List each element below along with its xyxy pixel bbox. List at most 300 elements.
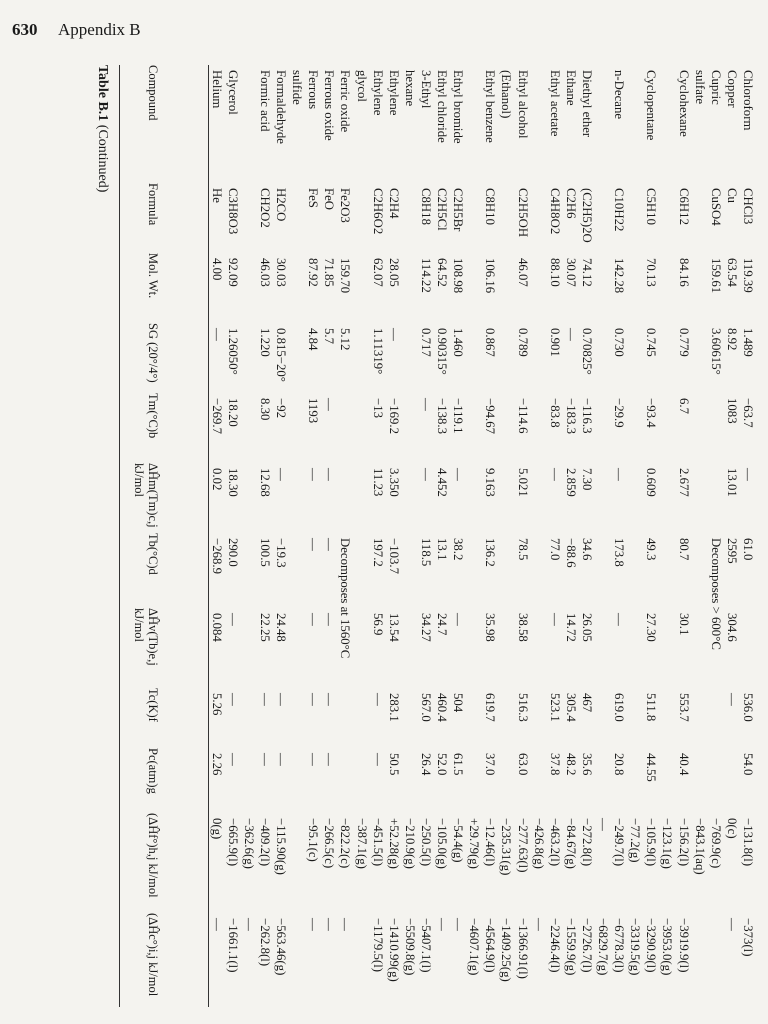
table-cell: — [225,613,240,626]
table-cell: Fe2O3 [338,188,353,223]
table-cell: Helium [209,70,224,109]
table-cell: −210.9(g) [402,818,417,869]
table-cell: +52.28(g) [386,818,401,869]
table-cell: 64.52 [435,258,450,287]
table-cell: — [451,468,466,481]
table-cell: Ethylene [370,70,385,116]
table-cell: 0.867 [483,328,498,357]
table-cell: −4607.1(g) [467,918,482,976]
table-row [612,65,626,1007]
table-cell: 619.0 [612,693,627,722]
table-cell: −2246.4(l) [547,918,562,973]
table-cell: 0(g) [209,818,224,840]
table-cell: — [322,693,337,706]
table-cell: 1.26050° [225,328,240,375]
table-cell: 49.3 [644,538,659,561]
table-cell: C8H10 [483,188,498,225]
table-cell: — [322,538,337,551]
table-cell: 0.90315° [435,328,450,375]
table-cell: 1193 [306,398,321,424]
table-cell: −269.7 [209,398,224,435]
table-cell: Ferrous oxide [322,70,337,141]
table-cell: 52.0 [435,753,450,776]
table-cell: Chloroform [741,70,755,131]
table-cell: C2H5OH [515,188,530,238]
table-cell: — [419,468,433,481]
table-cell: 92.09 [225,258,240,287]
table-cell: FeO [322,188,337,211]
table-cell: Glycerol [225,70,240,115]
column-header: ΔĤv(Tb)e,j kJ/mol [132,608,160,666]
table-cell: Ethyl alcohol [515,70,530,139]
table-title [94,65,110,192]
table-cell: C3H8O3 [225,188,240,235]
table-cell: 5.12 [338,328,353,351]
table-cell: C6H12 [676,188,691,225]
table-cell: −103.7 [386,538,401,575]
table-cell: 54.0 [741,753,755,776]
table-cell: 24.7 [435,613,450,636]
table-cell: — [322,753,337,766]
table-row [500,65,514,1007]
table-cell: −769.9(c) [708,818,723,869]
column-header: (ΔĤc°)i,j kJ/mol [146,913,160,997]
table-cell: −3919.9(l) [676,918,691,973]
table-cell: 56.9 [370,613,385,636]
table-cell: — [451,613,466,626]
table-cell: — [724,693,739,706]
table-cell: Cyclopentane [644,70,659,141]
table-cell: — [274,693,289,706]
table-cell: 4.84 [306,328,321,351]
table-row [564,65,578,1007]
table-cell: C2H5Br [451,188,466,232]
table-cell: 159.70 [338,258,353,294]
table-cell: −183.3 [563,398,578,435]
table-cell: Ethylene [386,70,401,116]
table-cell: −88.6 [563,538,578,568]
table-cell: — [306,538,321,551]
table-cell: −123.1(g) [660,818,675,869]
table-cell: 1.11319° [370,328,385,375]
table-cell: 13.54 [386,613,401,642]
table-cell: −463.2(l) [547,818,562,867]
table-cell: 1083 [724,398,739,424]
table-cell: — [370,693,385,706]
table-cell: −156.2(l) [676,818,691,867]
table-cell: 136.2 [483,538,498,567]
table-cell: −138.3 [435,398,450,435]
table-cell: −250.5(l) [419,818,433,867]
table-cell: −115.90(g) [274,818,289,875]
table-cell: 1.220 [258,328,272,357]
table-cell: 88.10 [547,258,562,287]
table-cell: 30.07 [563,258,578,287]
table-cell: 63.0 [515,753,530,776]
table-cell: 84.16 [676,258,691,287]
page-number: 630 [12,20,38,39]
table-row [532,65,546,1007]
table-row [596,65,610,1007]
table-cell: 26.4 [419,753,433,776]
table-cell: −1366.91(l) [515,918,530,979]
table-row [580,65,594,1007]
table-cell: 13.01 [724,468,739,497]
table-cell: 3-Ethyl [419,70,433,109]
table-cell: (Ethanol) [499,70,514,119]
table-cell: −426.8(g) [531,818,546,869]
table-title-bold: Table B.1 [95,65,110,122]
table-cell: Copper [724,70,739,108]
table-cell: −1409.25(g) [499,918,514,982]
table-cell: 114.22 [419,258,433,293]
table-cell: 142.28 [612,258,627,294]
table-cell: 197.2 [370,538,385,567]
table-cell: −3290.9(l) [644,918,659,973]
table-cell: −116.3 [580,398,594,434]
table-cell: 619.7 [483,693,498,722]
table-cell: 13.1 [435,538,450,561]
table-top-rule [119,65,120,1007]
table-cell: — [274,468,289,481]
table-cell: 5.021 [515,468,530,497]
table-cell: −93.4 [644,398,659,428]
table-row [435,65,449,1007]
table-cell: 8.30 [258,398,272,421]
table-cell: sulfate [692,70,707,105]
table-cell: −131.8(l) [741,818,755,867]
table-row [467,65,481,1007]
table-cell: (C2H5)2O [580,188,594,243]
table-cell: 9.163 [483,468,498,497]
table-cell: 28.05 [386,258,401,287]
table-cell: 567.0 [419,693,433,722]
table-row [548,65,562,1007]
column-header: Compound [146,65,160,121]
table-cell: 0.730 [612,328,627,357]
table-cell: 0.815−20° [274,328,289,382]
table-row [677,65,691,1007]
table-cell: C5H10 [644,188,659,225]
table-row [355,65,369,1007]
table-cell: Cu [724,188,739,203]
table-cell: — [258,753,272,766]
table-cell: Ethane [563,70,578,106]
table-row [644,65,658,1007]
table-cell: n-Decane [612,70,627,120]
table-row [387,65,401,1007]
table-row [371,65,385,1007]
table-cell: H2CO [274,188,289,222]
table-cell: 77.0 [547,538,562,561]
table-cell: 0.02 [209,468,224,491]
table-cell: 61.0 [741,538,755,561]
table-cell: 0.901 [547,328,562,357]
table-cell: 283.1 [386,693,401,722]
table-cell: 30.1 [676,613,691,636]
table-cell: 80.7 [676,538,691,561]
table-cell: — [306,613,321,626]
table-row [693,65,707,1007]
table-cell: −451.5(l) [370,818,385,867]
table-cell: — [612,613,627,626]
table-cell: 516.3 [515,693,530,722]
table-cell: 4.00 [209,258,224,281]
table-cell: −1559.9(g) [563,918,578,976]
table-row [741,65,755,1007]
table-cell: 14.72 [563,613,578,642]
table-cell: Ethyl chloride [435,70,450,143]
table-cell: 37.0 [483,753,498,776]
table-cell: 119.39 [741,258,755,293]
table-row [403,65,417,1007]
table-cell: Formaldehyde [274,70,289,144]
table-row [306,65,320,1007]
table-row [258,65,272,1007]
table-cell: 34.27 [419,613,433,642]
table-cell: 34.6 [580,538,594,561]
table-cell: 70.13 [644,258,659,287]
table-cell: −2726.7(l) [580,918,594,973]
table-cell: 46.07 [515,258,530,287]
table-cell: 63.54 [724,258,739,287]
table-cell: 460.4 [435,693,450,722]
table-cell: 159.61 [708,258,723,294]
column-header: SG (20°/4°) [146,323,160,383]
table-cell: −822.2(c) [338,818,353,869]
page-header-title: Appendix B [58,20,141,39]
column-header: Tc(K)f [146,688,160,722]
table-cell: 536.0 [741,693,755,722]
table-cell: 2.859 [563,468,578,497]
table-row [628,65,642,1007]
table-cell: 305.4 [563,693,578,722]
table-cell: — [596,818,611,831]
table-row [725,65,739,1007]
column-header: Mol. Wt. [146,253,160,299]
table-cell: −409.2(l) [258,818,272,867]
table-cell: 48.2 [563,753,578,776]
table-cell: 5.7 [322,328,337,344]
table-cell: — [306,693,321,706]
table-cell: −387.1(g) [354,818,369,869]
table-cell: −12.46(l) [483,818,498,867]
table-cell: Decomposes > 600°C [708,538,723,650]
table-cell: 511.8 [644,693,659,722]
table-cell: −277.63(l) [515,818,530,873]
table-cell: hexane [402,70,417,107]
table-cell: C8H18 [419,188,433,225]
table-row [290,65,304,1007]
table-cell: 8.92 [724,328,739,351]
table-cell: — [531,918,546,931]
table-cell: 46.03 [258,258,272,287]
table-cell: — [306,918,321,931]
table-cell: 74.12 [580,258,594,287]
table-cell: C4H8O2 [547,188,562,235]
table-cell: 30.03 [274,258,289,287]
table-cell: C2H6O2 [370,188,385,235]
table-cell: 523.1 [547,693,562,722]
table-cell: 504 [451,693,466,713]
table-cell: −373(l) [741,918,755,957]
table-cell: — [547,468,562,481]
table-cell: 1.460 [451,328,466,357]
table-row [451,65,465,1007]
table-cell: −3319.5(g) [628,918,643,976]
table-cell: — [225,753,240,766]
table-cell: −114.6 [515,398,530,434]
table-row [419,65,433,1007]
table-cell: −105.0(g) [435,818,450,869]
table-cell: CH2O2 [258,188,272,228]
table-cell: — [338,918,353,931]
table-cell: 0(c) [724,818,739,839]
table-cell: Ethyl benzene [483,70,498,143]
table-cell: 2.26 [209,753,224,776]
table-cell: 553.7 [676,693,691,722]
table-cell: 24.48 [274,613,289,642]
table-cell: Decomposes at 1560°C [338,538,353,659]
table-row [322,65,336,1007]
table-cell: Ethyl acetate [547,70,562,137]
table-cell: −77.2(g) [628,818,643,863]
table-cell: −5509.8(g) [402,918,417,976]
table-cell: −19.3 [274,538,289,568]
table-cell: −105.9(l) [644,818,659,867]
table-cell: −843.1(aq) [692,818,707,875]
table-cell: 467 [580,693,594,713]
table-cell: — [209,918,224,931]
table-cell: −235.31(g) [499,818,514,876]
rotated-table [70,60,765,1015]
table-row [516,65,530,1007]
table-cell: −63.7 [741,398,755,428]
table-cell: 71.85 [322,258,337,287]
table-cell: 0.745 [644,328,659,357]
table-cell: 106.16 [483,258,498,294]
table-row [210,65,224,1007]
table-cell: 3.350 [386,468,401,497]
table-cell: −262.8(l) [258,918,272,967]
table-cell: 38.2 [451,538,466,561]
table-row [661,65,675,1007]
table-row [242,65,256,1007]
table-cell: — [258,693,272,706]
table-cell: −5407.1(l) [419,918,433,973]
table-cell: −266.5(c) [322,818,337,869]
table-title-rest: (Continued) [95,124,110,193]
table-cell: 35.6 [580,753,594,776]
table-row [709,65,723,1007]
table-cell: −13 [370,398,385,419]
table-cell: 11.23 [370,468,385,497]
table-cell: 7.30 [580,468,594,491]
table-cell: — [419,398,433,411]
table-cell: Ferric oxide [338,70,353,133]
table-cell: CHCl3 [741,188,755,225]
table-row [339,65,353,1007]
table-cell: −169.2 [386,398,401,435]
table-cell: 18.30 [225,468,240,497]
table-cell: 2.677 [676,468,691,497]
table-cell: 20.8 [612,753,627,776]
table-cell: 44.55 [644,753,659,782]
table-cell: — [435,918,450,931]
table-cell: 6.7 [676,398,691,414]
table-cell: −54.4(g) [451,818,466,863]
table-cell: 1.489 [741,328,755,357]
table-cell: −272.8(l) [580,818,594,867]
table-cell: — [322,468,337,481]
table-row [226,65,240,1007]
table-row [274,65,288,1007]
table-cell: −665.9(l) [225,818,240,867]
table-cell: 62.07 [370,258,385,287]
table-cell: — [451,918,466,931]
table-cell: −29.9 [612,398,627,428]
column-header: ΔĤm(Tm)c,j kJ/mol [132,463,160,528]
table-cell: — [370,753,385,766]
table-cell: Diethyl ether [580,70,594,138]
table-cell: −4564.9(l) [483,918,498,973]
table-cell: 61.5 [451,753,466,776]
table-cell: 0.609 [644,468,659,497]
column-header: Formula [146,183,160,226]
table-cell: — [209,328,224,341]
table-cell: 3.60615° [708,328,723,375]
table-cell: −95.1(c) [306,818,321,862]
table-cell: +29.79(g) [467,818,482,869]
table-cell: — [241,918,256,931]
table-cell: — [724,918,739,931]
table-cell: 2595 [724,538,739,564]
table-cell: 50.5 [386,753,401,776]
table-cell: −249.7(l) [612,818,627,867]
table-cell: glycol [354,70,369,102]
table-cell: 78.5 [515,538,530,561]
table-cell: 87.92 [306,258,321,287]
table-cell: 290.0 [225,538,240,567]
table-cell: C2H5Cl [435,188,450,231]
table-cell: 118.5 [419,538,433,567]
table-cell: Formic acid [258,70,272,132]
table-cell: Cyclohexane [676,70,691,137]
table-cell: 22.25 [258,613,272,642]
table-cell: 37.8 [547,753,562,776]
table-cell: — [274,753,289,766]
table-cell: −94.67 [483,398,498,435]
table-cell: −6829.7(g) [596,918,611,976]
table-cell: −1410.99(g) [386,918,401,982]
table-cell: 26.05 [580,613,594,642]
table-cell: 0.789 [515,328,530,357]
table-cell: 108.98 [451,258,466,294]
table-cell: C10H22 [612,188,627,232]
table-cell: Ethyl bromide [451,70,466,144]
table-cell: sulfide [290,70,305,105]
table-cell: — [547,613,562,626]
table-cell: −84.67(g) [563,818,578,869]
table-cell: 0.084 [209,613,224,642]
table-cell: 18.20 [225,398,240,427]
table-cell: 0.779 [676,328,691,357]
table-cell: 35.98 [483,613,498,642]
table-cell: — [612,468,627,481]
table-cell: −268.9 [209,538,224,575]
table-cell: FeS [306,188,321,208]
table-cell: 100.5 [258,538,272,567]
